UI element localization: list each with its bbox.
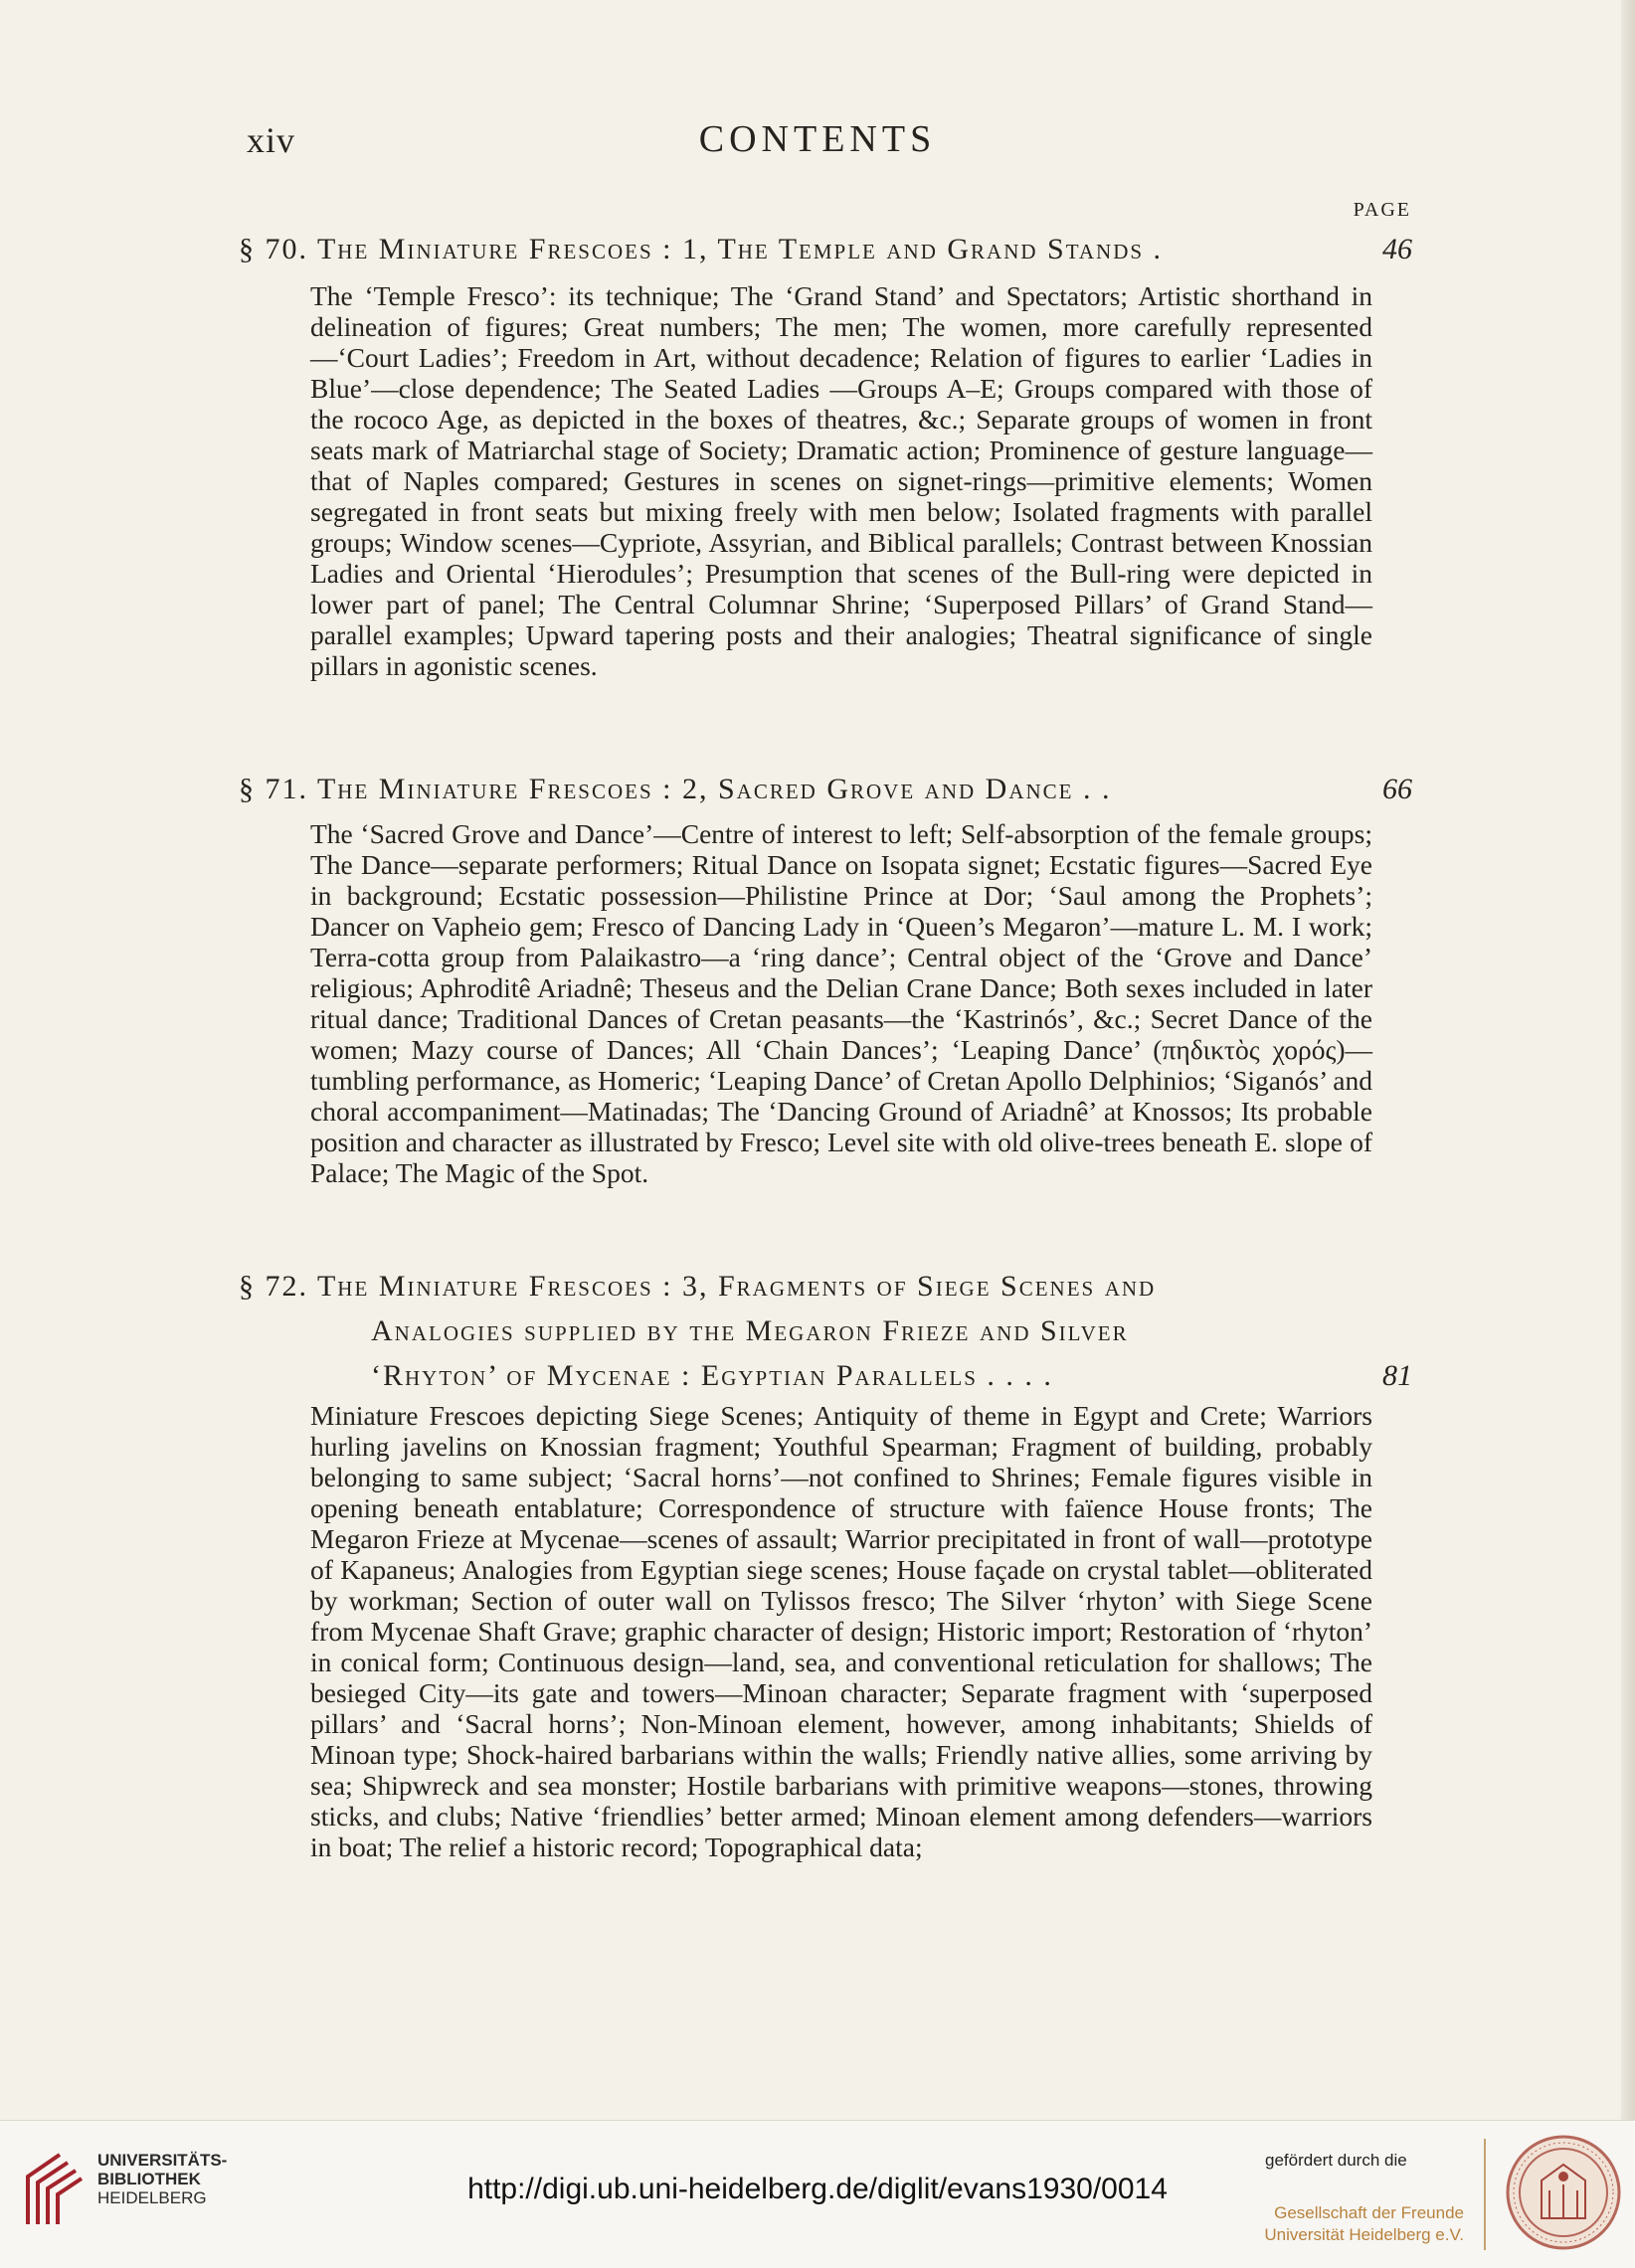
page-edge (1621, 0, 1635, 2120)
sponsor-label: gefördert durch die (1265, 2151, 1407, 2170)
entry-71-heading (239, 767, 1412, 811)
entry-70-page-number: 46 (1382, 233, 1412, 265)
entry-71-heading-line: § 71. The Miniature Frescoes : 2, Sacred Grove and Dance . . (239, 773, 1112, 805)
permalink-url[interactable]: http://digi.ub.uni-heidelberg.de/diglit/evans1930/0014 (467, 2173, 1168, 2205)
entry-72-heading-line-1: § 72. The Miniature Frescoes : 3, Fragments of Siege Scenes and (239, 1270, 1157, 1303)
entry-72-heading-line-2: Analogies supplied by the Megaron Frieze and Silver (371, 1314, 1129, 1347)
running-title: CONTENTS (698, 118, 937, 160)
friends-line-1: Gesellschaft der Freunde (1274, 2203, 1464, 2222)
entry-70-heading-line: § 70. The Miniature Frescoes : 1, The Temple and Grand Stands . (239, 233, 1164, 265)
entry-70-summary: The ‘Temple Fresco’: its technique; The ‘Grand Stand’ and Spectators; Artistic shorthand in delineation of figures; Great numbers; The men; The women, more carefully represented—‘Court Ladies’; Freedom in Art, without decadence; Relation of figures to earlier ‘Ladies in Blue’—close dependence; The Seated Ladies —Groups A–E; Groups compared with those of the rococo Age, as depicted in the boxes of theatres, &c.; Separate groups of women in front seats mark of Matriarchal stage of Society; Dramatic action; Prominence of gesture language—that of Naples compared; Gestures in scenes on signet-rings—primitive elements; Women segregated in front seats but mixing freely with men below; Isolated fragments with parallel groups; Window scenes—Cypriote, Assyrian, and Biblical parallels; Contrast between Knossian Ladies and Oriental ‘Hierodules’; Presumption that scenes of the Bull-ring were depicted in lower part of panel; The Central Columnar Shrine; ‘Superposed Pillars’ of Grand Stand—parallel examples; Upward tapering posts and their analogies; Theatral significance of single pillars in agonistic scenes. (310, 280, 1372, 681)
library-name-line-1: UNIVERSITÄTS- (97, 2151, 228, 2170)
entry-72-heading-line-3: ‘Rhyton’ of Mycenae : Egyptian Parallels . . . . (371, 1359, 1053, 1392)
friends-line-2: Universität Heidelberg e.V. (1264, 2225, 1464, 2244)
entry-71-summary: The ‘Sacred Grove and Dance’—Centre of interest to left; Self-absorption of the female groups; The Dance—separate performers; Ritual Dance on Isopata signet; Ecstatic figures—Sacred Eye in background; Ecstatic possession—Philistine Prince at Dor; ‘Saul among the Prophets’; Dancer on Vapheio gem; Fresco of Dancing Lady in ‘Queen’s Megaron’—mature L. M. I work; Terra-cotta group from Palaikastro—a ‘ring dance’; Central object of the ‘Grove and Dance’ religious; Aphroditê Ariadnê; Theseus and the Delian Crane Dance; Both sexes included in later ritual dance; Traditional Dances of Cretan peasants—the ‘Kastrinós’, &c.; Secret Dance of the women; Mazy course of Dances; All ‘Chain Dances’; ‘Leaping Dance’ (πηδικτὸς χορός)—tumbling performance, as Homeric; ‘Leaping Dance’ of Cretan Apollo Delphinios; ‘Siganós’ and choral accompaniment—Matinadas; The ‘Dancing Ground of Ariadnê’ at Knossos; Its probable position and character as illustrated by Fresco; Level site with old olive-trees beneath E. slope of Palace; The Magic of the Spot. (310, 818, 1372, 1188)
library-name-line-2: BIBLIOTHEK (97, 2170, 201, 2188)
footer-divider (1484, 2139, 1486, 2250)
friends-society-name (1264, 2202, 1464, 2246)
university-seal-icon (1504, 2133, 1623, 2252)
entry-72-heading (239, 1264, 1412, 1398)
library-name-line-3: HEIDELBERG (97, 2188, 207, 2207)
entry-72-summary: Miniature Frescoes depicting Siege Scenes; Antiquity of theme in Egypt and Crete; Warriors hurling javelins on Knossian fragment; Youthful Spearman; Fragment of building, probably belonging to same subject; ‘Sacral horns’—not confined to Shrines; Female figures visible in opening beneath entablature; Correspondence of structure with faïence House fronts; The Megaron Frieze at Mycenae—scenes of assault; Warrior precipitated in front of wall—prototype of Kapaneus; Analogies from Egyptian siege scenes; House façade on crystal tablet—obliterated by workman; Section of outer wall on Tylissos fresco; The Silver ‘rhyton’ with Siege Scene from Mycenae Shaft Grave; graphic character of design; Historic import; Restoration of ‘rhyton’ in conical form; Continuous design—land, sea, and conventional reticulation for shallows; The besieged City—its gate and towers—Minoan character; Separate fragment with ‘superposed pillars’ and ‘Sacral horns’; Non-Minoan element, however, among inhabitants; Shields of Minoan type; Shock-haired barbarians within the walls; Friendly native allies, some arriving by sea; Shipwreck and sea monster; Hostile barbarians with primitive weapons—stones, throwing sticks, and clubs; Native ‘friendlies’ better armed; Minoan element among defenders—warriors in boat; The relief a historic record; Topographical data; (310, 1400, 1372, 1862)
entry-72-page-number: 81 (1382, 1359, 1412, 1392)
entry-70-heading (239, 227, 1412, 271)
running-head (0, 117, 1635, 177)
digitization-footer (0, 2120, 1635, 2268)
entry-71-page-number: 66 (1382, 773, 1412, 805)
page-folio: xiv (247, 120, 296, 160)
page-column-label: PAGE (1353, 199, 1411, 221)
